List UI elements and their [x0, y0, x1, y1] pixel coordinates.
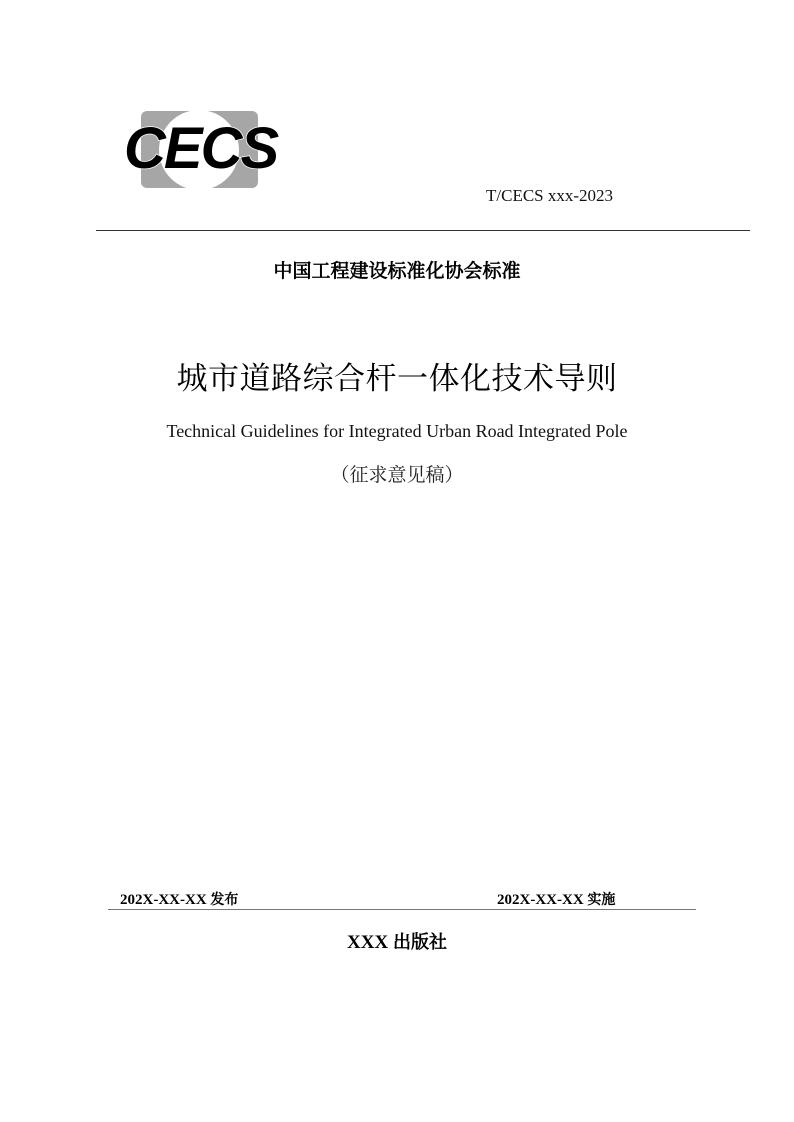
implement-date-value: 202X-XX-XX: [497, 892, 584, 908]
publisher-label: 出版社: [392, 932, 447, 953]
organization-name: 中国工程建设标准化协会标准: [273, 260, 521, 282]
document-title-english: Technical Guidelines for Integrated Urban Road Integrated Pole: [166, 421, 628, 441]
implement-label: 实施: [587, 892, 616, 908]
publish-label: 发布: [210, 892, 239, 908]
top-divider: [96, 230, 750, 231]
bottom-divider: [108, 909, 696, 910]
document-title-chinese: 城市道路综合杆一体化技术导则: [176, 361, 618, 397]
implement-date: [497, 890, 615, 910]
draft-note: （征求意见稿）: [330, 464, 464, 486]
publisher-name: XXX: [347, 932, 389, 953]
standard-code: T/CECS xxx-2023: [486, 186, 614, 205]
publisher: [0, 930, 794, 956]
publish-date: [120, 890, 238, 910]
logo-text: CECS: [124, 116, 278, 181]
publish-date-value: 202X-XX-XX: [120, 892, 207, 908]
cecs-logo: [124, 108, 276, 192]
